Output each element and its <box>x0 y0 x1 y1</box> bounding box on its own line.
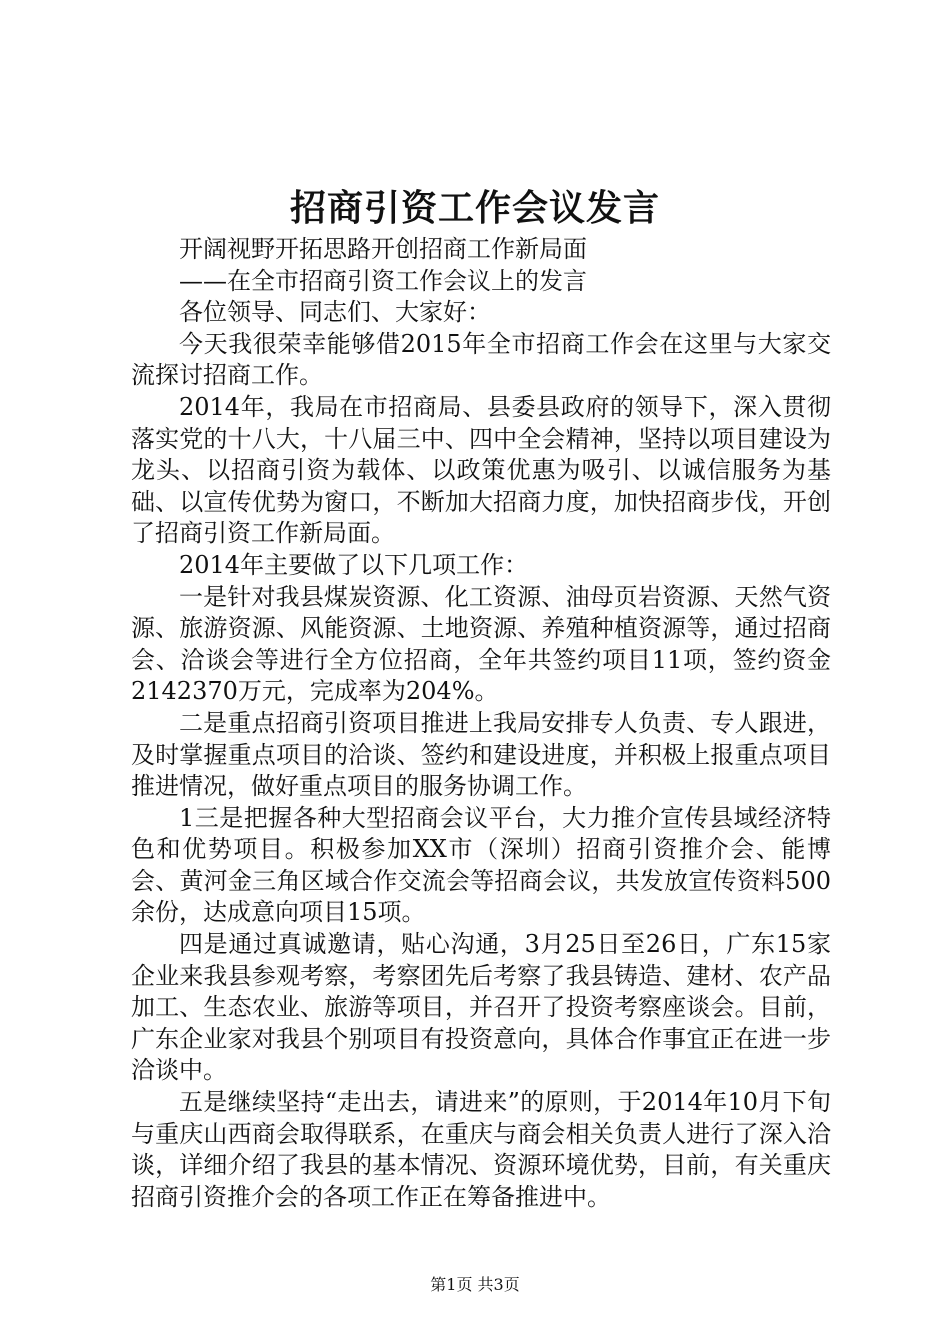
body-paragraph: 2014年主要做了以下几项工作： <box>179 550 529 579</box>
body-paragraph: 二是重点招商引资项目推进上我局安排专人负责、专人跟进，及时掌握重点项目的洽谈、签约和建设进度，并积极上报重点项目推进情况，做好重点项目的服务协调工作。 <box>131 708 831 801</box>
body-paragraph-subtitle-line2: ——在全市招商引资工作会议上的发言 <box>179 266 587 295</box>
body-paragraph: 1三是把握各种大型招商会议平台，大力推介宣传县域经济特色和优势项目。积极参加XX市（深圳）招商引资推介会、能博会、黄河金三角区域合作交流会等招商会议，共发放宣传资料500余份，达成意向项目15项。 <box>131 803 831 927</box>
document-title: 招商引资工作会议发言 <box>289 187 660 229</box>
body-paragraph: 四是通过真诚邀请，贴心沟通，3月25日至26日，广东15家企业来我县参观考察，考察团先后考察了我县铸造、建材、农产品加工、生态农业、旅游等项目，并召开了投资考察座谈会。目前，广东企业家对我县个别项目有投资意向，具体合作事宜正在进一步洽谈中。 <box>131 930 831 1085</box>
body-paragraph: 五是继续坚持“走出去，请进来”的原则，于2014年10月下旬与重庆山西商会取得联系，在重庆与商会相关负责人进行了深入洽谈，详细介绍了我县的基本情况、资源环境优势，目前，有关重庆招商引资推介会的各项工作正在筹备推进中。 <box>131 1088 831 1211</box>
body-paragraph: 2014年，我局在市招商局、县委县政府的领导下，深入贯彻落实党的十八大，十八届三中、四中全会精神，坚持以项目建设为龙头、以招商引资为载体、以政策优惠为吸引、以诚信服务为基础、以宣传优势为窗口，不断加大招商力度，加快招商步伐，开创了招商引资工作新局面。 <box>131 392 831 548</box>
document-body <box>131 234 831 1213</box>
body-paragraph: 今天我很荣幸能够借2015年全市招商工作会在这里与大家交流探讨招商工作。 <box>131 329 831 390</box>
body-paragraph-greeting: 各位领导、同志们、大家好： <box>179 298 491 327</box>
body-paragraph-subtitle: 开阔视野开拓思路开创招商工作新局面 <box>179 235 587 263</box>
page-number-footer: 第1页 共3页 <box>430 1275 520 1294</box>
body-paragraph: 一是针对我县煤炭资源、化工资源、油母页岩资源、天然气资源、旅游资源、风能资源、土地资源、养殖种植资源等，通过招商会、洽谈会等进行全方位招商，全年共签约项目11项，签约资金2142370万元，完成率为204%。 <box>131 582 831 706</box>
